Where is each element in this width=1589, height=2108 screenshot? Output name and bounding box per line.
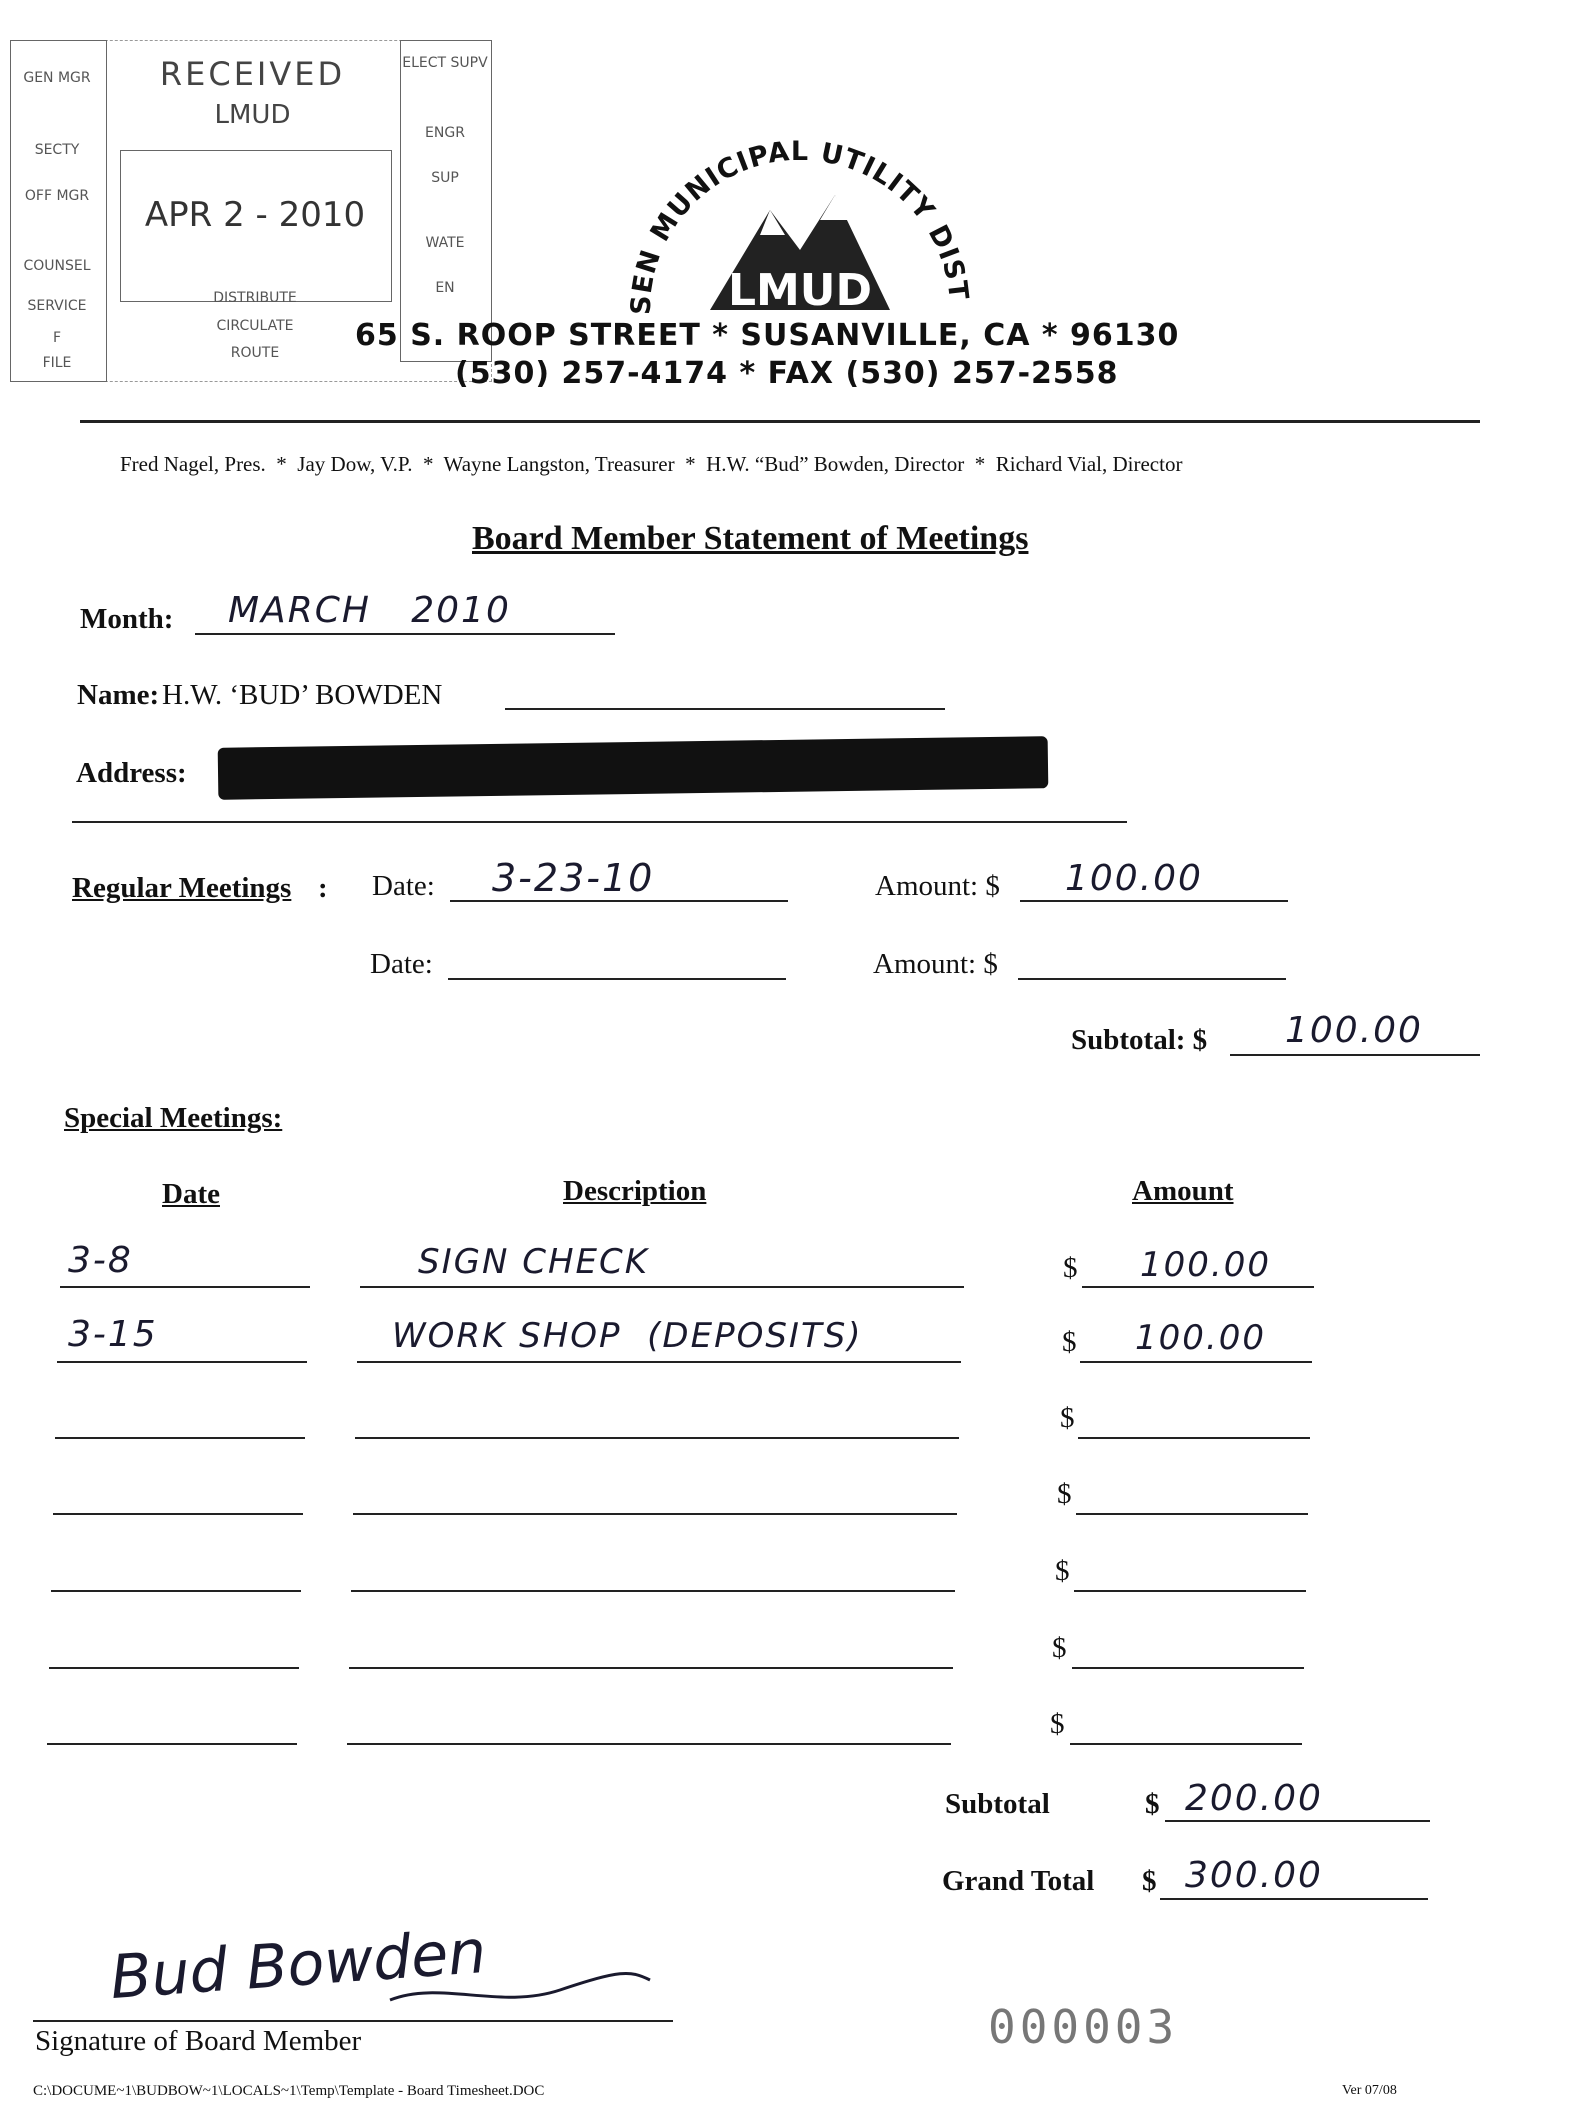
month-value: MARCH 2010 — [228, 590, 511, 631]
stamp-left-label: COUNSEL — [23, 258, 91, 274]
special-amount-line — [1076, 1513, 1308, 1515]
logo-arc-text: SEN MUNICIPAL UTILITY DIST — [625, 135, 974, 316]
letterhead-rule — [80, 420, 1480, 423]
regular-amount-line — [1020, 900, 1288, 902]
special-date-line — [49, 1667, 299, 1669]
grand-total-currency: $ — [1142, 1865, 1157, 1897]
special-amount-value: 100.00 — [1140, 1245, 1271, 1285]
special-date-line — [51, 1590, 301, 1592]
stamp-left-label: SERVICE — [27, 298, 87, 314]
stamp-left-label: OFF MGR — [24, 188, 90, 204]
name-line — [505, 708, 945, 710]
special-subtotal-currency: $ — [1145, 1788, 1160, 1820]
stamp-left-label: F — [52, 330, 62, 346]
special-amount-line — [1070, 1743, 1302, 1745]
signature: Bud Bowden — [108, 1916, 489, 2014]
regular-subtotal-label: Subtotal: $ — [1071, 1024, 1208, 1056]
version-label: Ver 07/08 — [1342, 2083, 1397, 2098]
special-amount-line — [1080, 1361, 1312, 1363]
special-date-line — [57, 1361, 307, 1363]
special-subtotal-label: Subtotal — [945, 1788, 1050, 1820]
signature-label: Signature of Board Member — [35, 2025, 362, 2057]
special-subtotal-line — [1165, 1820, 1430, 1822]
regular-meetings-colon: : — [318, 872, 328, 904]
stamp-right-column — [400, 40, 492, 362]
special-date-value: 3-8 — [68, 1240, 133, 1281]
regular-amount-label: Amount: $ — [875, 870, 1000, 902]
special-date-line — [60, 1286, 310, 1288]
regular-date-label: Date: — [372, 870, 435, 902]
special-description-line — [351, 1590, 955, 1592]
signature-line — [33, 2020, 673, 2022]
special-currency: $ — [1062, 1326, 1077, 1358]
special-amount-line — [1082, 1286, 1314, 1288]
stamp-right-label: SUP — [431, 170, 459, 186]
stamp-date: APR 2 - 2010 — [144, 195, 366, 235]
name-value: H.W. ‘BUD’ BOWDEN — [162, 679, 443, 711]
logo-mark: LMUD — [727, 265, 873, 316]
month-line — [195, 633, 615, 635]
special-date-line — [47, 1743, 297, 1745]
special-date-line — [55, 1437, 305, 1439]
special-description-line — [355, 1437, 959, 1439]
grand-total-line — [1160, 1898, 1428, 1900]
letterhead-address: 65 S. ROOP STREET * SUSANVILLE, CA * 96130 — [355, 318, 1180, 353]
special-currency: $ — [1052, 1632, 1067, 1664]
special-amount-value: 100.00 — [1135, 1318, 1266, 1358]
officers-list: Fred Nagel, Pres. * Jay Dow, V.P. * Wayne Langston, Treasurer * H.W. “Bud” Bowden, Director * Richard Vial, Director — [120, 452, 1183, 476]
special-description-line — [349, 1667, 953, 1669]
grand-total-label: Grand Total — [942, 1865, 1095, 1897]
special-description-line — [360, 1286, 964, 1288]
special-description-line — [353, 1513, 957, 1515]
address-line — [72, 821, 1127, 823]
stamp-right-label: ENGR — [425, 125, 465, 141]
special-meetings-heading: Special Meetings: — [64, 1102, 283, 1134]
special-description-line — [347, 1743, 951, 1745]
special-currency: $ — [1063, 1252, 1078, 1284]
stamp-received: RECEIVED — [159, 55, 346, 93]
regular-subtotal-line — [1230, 1054, 1480, 1056]
stamp-bottom-label: DISTRIBUTE — [213, 290, 297, 306]
regular-meetings-heading: Regular Meetings — [72, 872, 292, 904]
address-label: Address: — [76, 757, 187, 789]
special-amount-line — [1074, 1590, 1306, 1592]
special-subtotal-value: 200.00 — [1185, 1778, 1323, 1819]
col-description-header: Description — [563, 1175, 707, 1207]
regular-subtotal-value: 100.00 — [1285, 1010, 1423, 1051]
regular-date-label: Date: — [370, 948, 433, 980]
stamp-bottom-label: ROUTE — [230, 345, 280, 361]
regular-date-value: 3-23-10 — [492, 856, 655, 900]
special-currency: $ — [1060, 1402, 1075, 1434]
regular-amount-value: 100.00 — [1065, 858, 1203, 899]
form-title: Board Member Statement of Meetings — [472, 520, 1029, 557]
document-number: 000003 — [988, 2000, 1179, 2054]
special-currency: $ — [1057, 1478, 1072, 1510]
special-description-value: SIGN CHECK — [418, 1242, 650, 1282]
grand-total-value: 300.00 — [1185, 1855, 1323, 1896]
letterhead-phone: (530) 257-4174 * FAX (530) 257-2558 — [455, 356, 1119, 391]
special-date-line — [53, 1513, 303, 1515]
stamp-left-label: GEN MGR — [23, 70, 91, 86]
regular-amount-label: Amount: $ — [873, 948, 998, 980]
special-amount-line — [1072, 1667, 1304, 1669]
special-description-value: WORK SHOP (DEPOSITS) — [392, 1316, 863, 1356]
special-currency: $ — [1055, 1555, 1070, 1587]
regular-amount-line — [1018, 978, 1286, 980]
signature-flourish — [380, 1950, 660, 2030]
address-redaction — [218, 736, 1049, 800]
footer-file-path: C:\DOCUME~1\BUDBOW~1\LOCALS~1\Temp\Template - Board Timesheet.DOC — [33, 2083, 545, 2099]
stamp-org: LMUD — [214, 100, 291, 130]
regular-date-line — [450, 900, 788, 902]
stamp-right-label: ELECT SUPV — [402, 55, 488, 71]
regular-date-line — [448, 978, 786, 980]
district-logo — [620, 120, 980, 330]
name-label: Name: — [77, 679, 160, 711]
stamp-right-label: WATE — [425, 235, 465, 251]
stamp-left-label: SECTY — [34, 142, 80, 158]
month-label: Month: — [80, 603, 174, 635]
special-amount-line — [1078, 1437, 1310, 1439]
special-description-line — [357, 1361, 961, 1363]
stamp-bottom-label: CIRCULATE — [216, 318, 294, 334]
col-amount-header: Amount — [1132, 1175, 1234, 1207]
stamp-left-label: FILE — [42, 355, 72, 371]
col-date-header: Date — [162, 1178, 220, 1210]
special-date-value: 3-15 — [68, 1314, 158, 1355]
stamp-right-label: EN — [435, 280, 455, 296]
special-currency: $ — [1050, 1708, 1065, 1740]
